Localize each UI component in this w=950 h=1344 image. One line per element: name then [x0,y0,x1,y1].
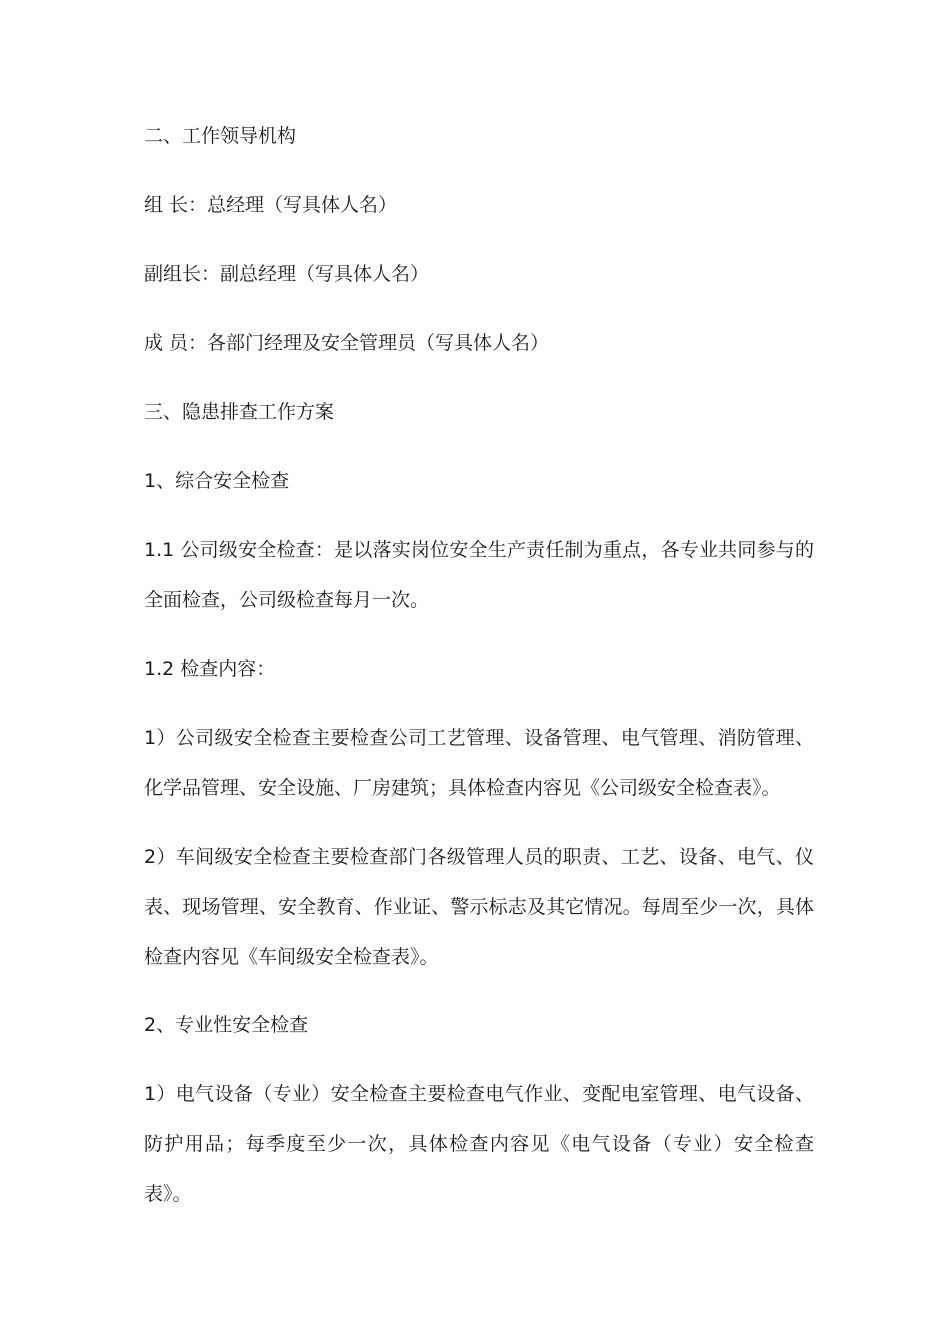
team-leader-line: 组 长：总经理（写具体人名） [144,194,398,216]
paragraph-electrical-check: 1）电气设备（专业）安全检查主要检查电气作业、变配电室管理、电气设备、防护用品；每季度至少一次，具体检查内容见《电气设备（专业）安全检查表》。 [144,1083,814,1205]
deputy-leader-line: 副组长：副总经理（写具体人名） [144,263,430,285]
paragraph-company-level-check: 1.1 公司级安全检查：是以落实岗位安全生产责任制为重点，各专业共同参与的全面检查，公司级检查每月一次。 [144,539,814,611]
section-heading-inspection-plan: 三、隐患排查工作方案 [144,401,335,423]
subheading-specialized-check: 2、专业性安全检查 [144,1014,309,1036]
paragraph-item-1: 1）公司级安全检查主要检查公司工艺管理、设备管理、电气管理、消防管理、化学品管理、安全设施、厂房建筑；具体检查内容见《公司级安全检查表》。 [144,727,814,799]
subheading-check-content: 1.2 检查内容： [144,658,276,680]
section-heading-leadership: 二、工作领导机构 [144,125,297,147]
subheading-comprehensive-check: 1、综合安全检查 [144,470,290,492]
paragraph-item-2: 2）车间级安全检查主要检查部门各级管理人员的职责、工艺、设备、电气、仪表、现场管理、安全教育、作业证、警示标志及其它情况。每周至少一次，具体检查内容见《车间级安全检查表》。 [144,846,814,968]
members-line: 成 员：各部门经理及安全管理员（写具体人名） [144,332,550,354]
